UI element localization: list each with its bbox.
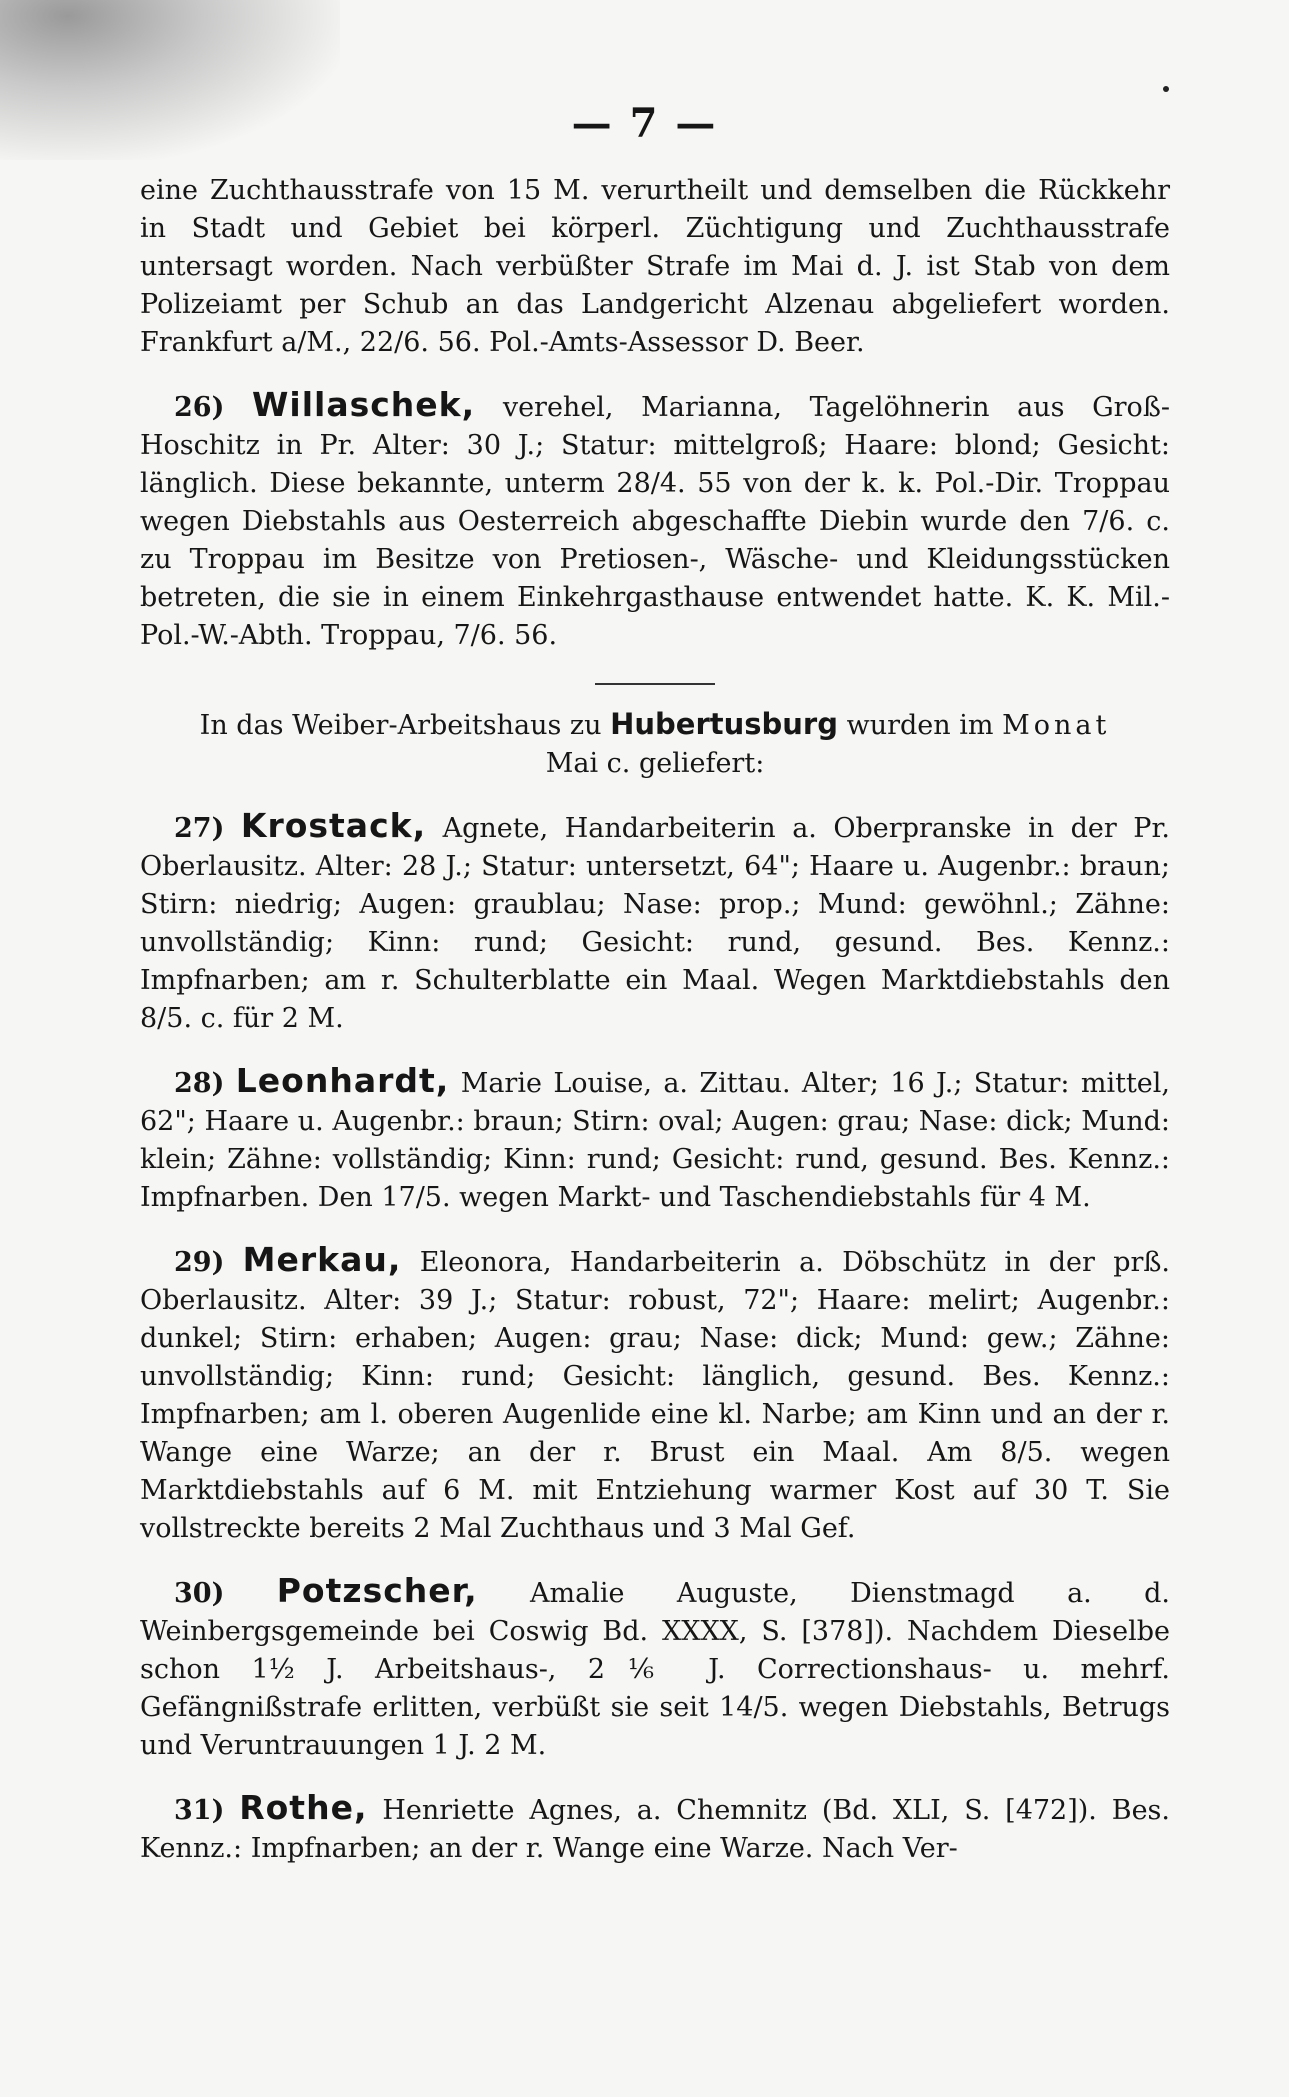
- entry-name: Willaschek,: [252, 385, 476, 424]
- ink-dot: [1163, 86, 1169, 92]
- entry-name: Merkau,: [242, 1240, 402, 1279]
- entry-text: Marie Louise, a. Zittau. Alter; 16 J.; Statur: mittel, 62"; Haare u. Augenbr.: braun; Stirn: oval; Augen: grau; Nase: dick; Mund: klein; Zähne: vollständig; Kinn: rund; Gesicht: rund, gesund. Bes. Kennz.: Impfnarben. Den 17/5. wegen Markt- und Taschendiebstahls für 4 M.: [140, 1068, 1170, 1213]
- entry-31: [140, 1789, 1170, 1868]
- entry-number: 26): [174, 392, 225, 423]
- section-house: Hubertusburg: [610, 707, 838, 741]
- section-month-word: Monat: [1002, 710, 1111, 741]
- entry-name: Rothe,: [239, 1788, 368, 1827]
- entry-30: [140, 1572, 1170, 1765]
- section-post: wurden im: [846, 710, 994, 741]
- entry-28: [140, 1062, 1170, 1217]
- entry-29: [140, 1241, 1170, 1548]
- entry-number: 31): [174, 1795, 225, 1826]
- entry-number: 29): [174, 1247, 225, 1278]
- entry-name: Leonhardt,: [235, 1061, 450, 1100]
- text-column: [140, 172, 1170, 1868]
- entry-number: 27): [174, 813, 225, 844]
- entry-name: Potzscher,: [276, 1571, 478, 1610]
- entry-text: Agnete, Handarbeiterin a. Oberpranske in der Pr. Oberlausitz. Alter: 28 J.; Statur: untersetzt, 64"; Haare u. Augenbr.: braun; Stirn: niedrig; Augen: graublau; Nase: prop.; Mund: gewöhnl.; Zähne: unvollständig; Kinn: rund; Gesicht: rund, gesund. Bes. Kennz.: Impfnarben; am r. Schulterblatte ein Maal. Wegen Marktdiebstahls den 8/5. c. für 2 M.: [140, 813, 1170, 1034]
- entry-text: verehel, Marianna, Tagelöhnerin aus Groß-Hoschitz in Pr. Alter: 30 J.; Statur: mittelgroß; Haare: blond; Gesicht: länglich. Diese bekannte, unterm 28/4. 55 von der k. k. Pol.-Dir. Troppau wegen Diebstahls aus Oesterreich abgeschaffte Diebin wurde den 7/6. c. zu Troppau im Besitze von Pretiosen-, Wäsche- und Kleidungsstücken betreten, die sie in einem Einkehrgasthause entwendet hatte. K. K. Mil.-Pol.-W.-Abth. Troppau, 7/6. 56.: [140, 392, 1170, 651]
- section-pre: In das Weiber-Arbeitshaus zu: [199, 710, 602, 741]
- section-heading: [140, 705, 1170, 783]
- entry-26: [140, 386, 1170, 655]
- section-line2: Mai c. geliefert:: [545, 748, 765, 779]
- entry-text: Eleonora, Handarbeiterin a. Döbschütz in der prß. Oberlausitz. Alter: 39 J.; Statur: robust, 72"; Haare: melirt; Augenbr.: dunkel; Stirn: erhaben; Augen: grau; Nase: dick; Mund: gew.; Zähne: unvollständig; Kinn: rund; Gesicht: länglich, gesund. Bes. Kennz.: Impfnarben; am l. oberen Augenlide eine kl. Narbe; am Kinn und an der r. Wange eine Warze; an der r. Brust ein Maal. Am 8/5. wegen Marktdiebstahls auf 6 M. mit Entziehung warmer Kost auf 30 T. Sie vollstreckte bereits 2 Mal Zuchthaus und 3 Mal Gef.: [140, 1247, 1171, 1544]
- entry-text: Amalie Auguste, Dienstmagd a. d. Weinbergsgemeinde bei Coswig Bd. XXXX, S. [378]). Nachdem Dieselbe schon 1½ J. Arbeitshaus-, 2⅙ J. Correctionshaus- u. mehrf. Gefängnißstrafe erlitten, verbüßt sie seit 14/5. wegen Diebstahls, Betrugs und Veruntrauungen 1 J. 2 M.: [140, 1578, 1170, 1761]
- page-number: — 7 —: [571, 100, 718, 147]
- entry-27: [140, 807, 1170, 1038]
- entry-name: Krostack,: [240, 806, 427, 845]
- entry-number: 28): [174, 1068, 225, 1099]
- entry-text: Henriette Agnes, a. Chemnitz (Bd. XLI, S. [472]). Bes. Kennz.: Impfnarben; an der r. Wange eine Warze. Nach Ver-: [140, 1795, 1170, 1864]
- intro-paragraph: eine Zuchthausstrafe von 15 M. verurtheilt und demselben die Rückkehr in Stadt und Gebiet bei körperl. Züchtigung und Zuchthausstrafe untersagt worden. Nach verbüßter Strafe im Mai d. J. ist Stab von dem Polizeiamt per Schub an das Landgericht Alzenau abgeliefert worden. Frankfurt a/M., 22/6. 56. Pol.-Amts-Assessor D. Beer.: [140, 175, 1170, 358]
- entry-number: 30): [174, 1578, 225, 1609]
- section-divider: [595, 683, 715, 685]
